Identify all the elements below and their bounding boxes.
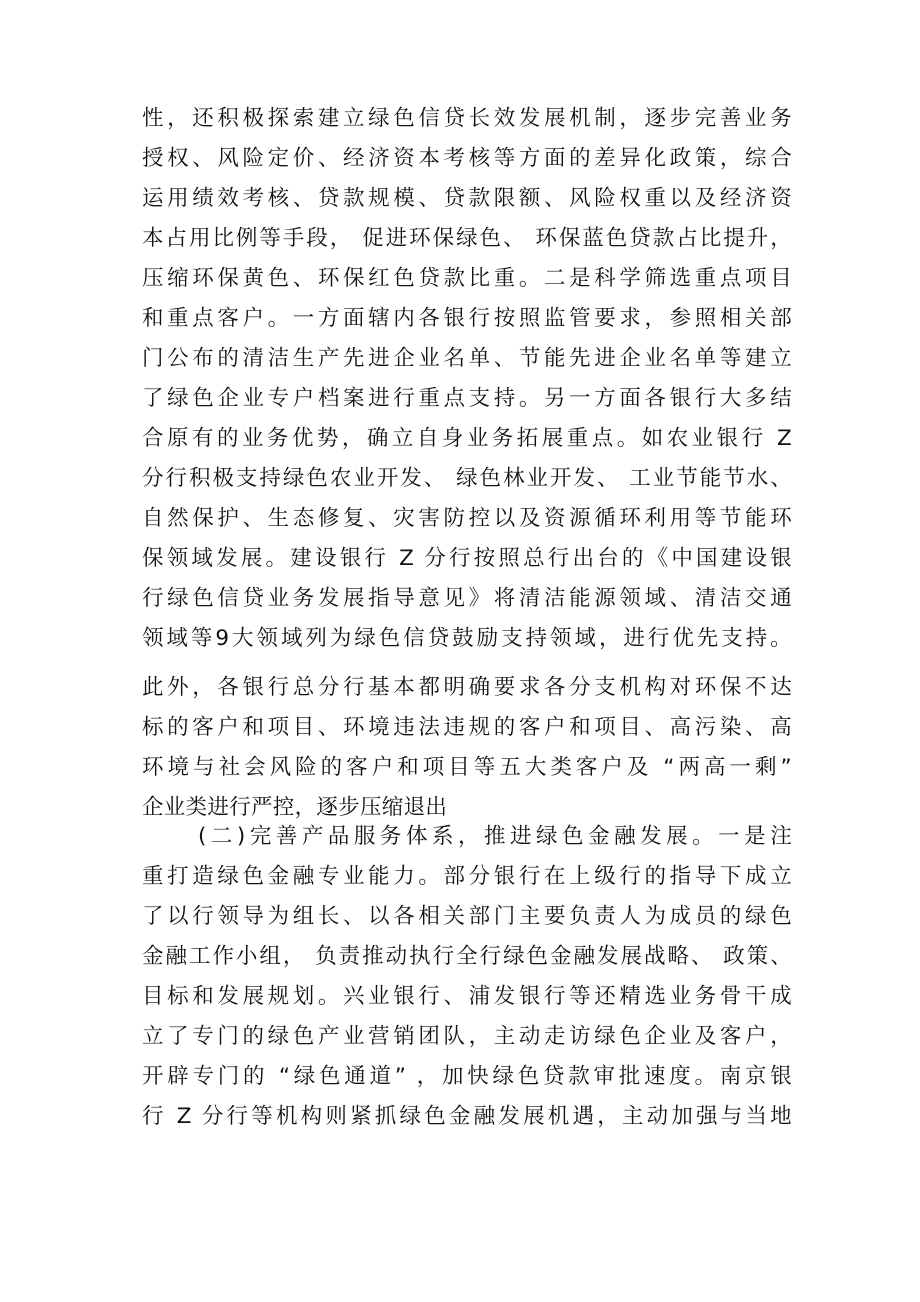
paragraph-line: 门公布的清洁生产先进企业名单、节能先进企业名单等建立 xyxy=(142,346,792,371)
paragraph-line: 行绿色信贷业务发展指导意见》将清洁能源领域、清洁交通 xyxy=(142,586,792,611)
paragraph-line: 本占用比例等手段， 促进环保绿色、 环保蓝色贷款占比提升， xyxy=(142,226,792,251)
paragraph-2 xyxy=(142,668,792,828)
paragraph-3 xyxy=(142,817,792,1137)
paragraph-line: 领域等9大领域列为绿色信贷鼓励支持领域，进行优先支持。 xyxy=(142,626,792,651)
paragraph-line: 性，还积极探索建立绿色信贷长效发展机制，逐步完善业务 xyxy=(142,106,792,131)
paragraph-line: 运用绩效考核、贷款规模、贷款限额、风险权重以及经济资 xyxy=(142,186,792,211)
paragraph-line: 了绿色企业专户档案进行重点支持。另一方面各银行大多结 xyxy=(142,386,792,411)
paragraph-line: 分行积极支持绿色农业开发、 绿色林业开发、 工业节能节水、 xyxy=(142,466,792,491)
paragraph-line: 标的客户和项目、环境违法违规的客户和项目、高污染、高 xyxy=(142,715,792,740)
paragraph-line: 开辟专门的 “绿色通道” ，加快绿色贷款审批速度。南京银 xyxy=(142,1064,792,1089)
paragraph-line: 了以行领导为组长、以各相关部门主要负责人为成员的绿色 xyxy=(142,904,792,929)
paragraph-line: 金融工作小组， 负责推动执行全行绿色金融发展战略、 政策、 xyxy=(142,944,792,969)
paragraph-line: 压缩环保黄色、环保红色贷款比重。二是科学筛选重点项目 xyxy=(142,266,792,291)
paragraph-line: 合原有的业务优势，确立自身业务拓展重点。如农业银行 Z xyxy=(142,426,792,451)
paragraph-line: 环境与社会风险的客户和项目等五大类客户及 “两高一剩” xyxy=(142,755,792,780)
paragraph-line: 和重点客户。一方面辖内各银行按照监管要求，参照相关部 xyxy=(142,306,792,331)
paragraph-line: 行 Z 分行等机构则紧抓绿色金融发展机遇，主动加强与当地 xyxy=(142,1104,792,1129)
paragraph-1 xyxy=(142,99,792,659)
paragraph-line: 立了专门的绿色产业营销团队，主动走访绿色企业及客户， xyxy=(142,1024,792,1049)
paragraph-line: 授权、风险定价、经济资本考核等方面的差异化政策，综合 xyxy=(142,146,792,171)
paragraph-line: 目标和发展规划。兴业银行、浦发银行等还精选业务骨干成 xyxy=(142,984,792,1009)
paragraph-line: 保领域发展。建设银行 Z 分行按照总行出台的《中国建设银 xyxy=(142,546,792,571)
paragraph-line: (二)完善产品服务体系，推进绿色金融发展。一是注 xyxy=(198,824,792,849)
paragraph-line: 自然保护、生态修复、灾害防控以及资源循环利用等节能环 xyxy=(142,506,792,531)
paragraph-line: 此外，各银行总分行基本都明确要求各分支机构对环保不达 xyxy=(142,675,792,700)
paragraph-line: 企业类进行严控，逐步压缩退出 xyxy=(142,795,448,820)
paragraph-line: 重打造绿色金融专业能力。部分银行在上级行的指导下成立 xyxy=(142,864,792,889)
